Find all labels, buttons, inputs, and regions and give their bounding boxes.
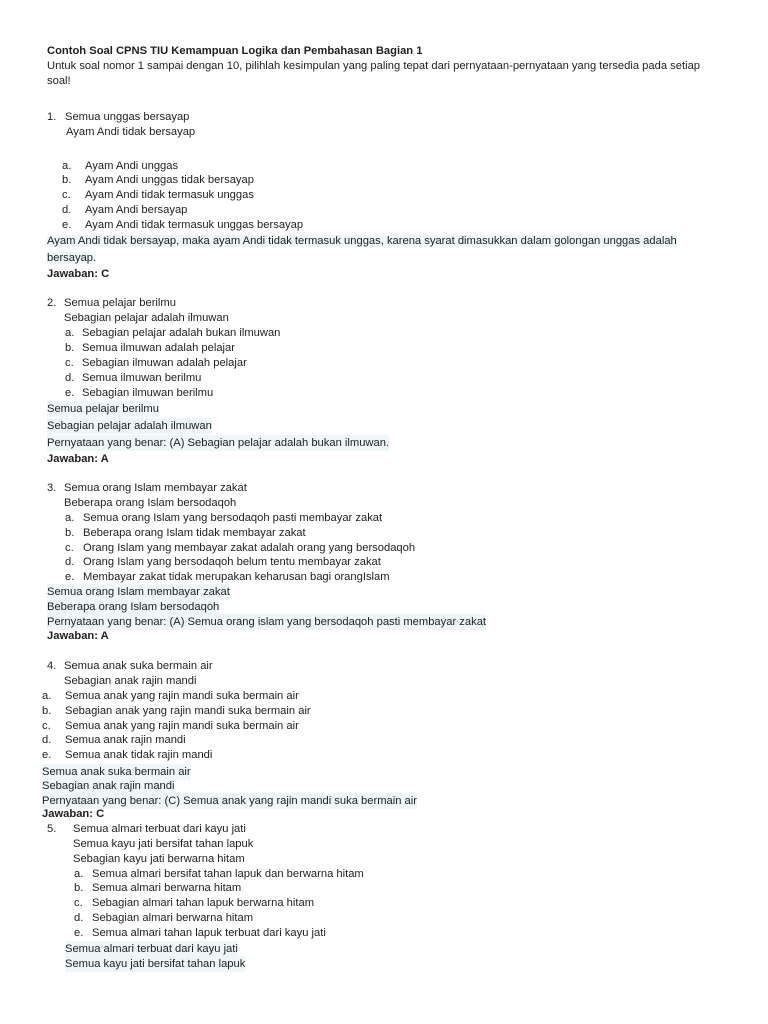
q3-option-text: Orang Islam yang bersodaqoh belum tentu membayar zakat	[83, 556, 381, 568]
q4-number: 4.	[47, 660, 57, 672]
q1-premise-1: Semua unggas bersayap	[65, 111, 190, 123]
q1-explanation-text: Ayam Andi tidak bersayap, maka ayam Andi tidak termasuk unggas, karena syarat dimasukkan dalam golongan unggas adalah bersayap.	[47, 235, 677, 264]
q3-option-text: Orang Islam yang membayar zakat adalah orang yang bersodaqoh	[83, 542, 416, 554]
q5-option-letter: d.	[74, 912, 84, 924]
q3-premise-2: Beberapa orang Islam bersodaqoh	[64, 497, 237, 509]
q1-option-text: Ayam Andi tidak termasuk unggas	[85, 189, 254, 201]
q4-option-text: Sebagian anak yang rajin mandi suka bermain air	[65, 705, 311, 717]
q4-option-text: Semua anak yang rajin mandi suka bermain air	[65, 690, 299, 702]
q2-premise-1: Semua pelajar berilmu	[64, 297, 176, 309]
q2-option-letter: e.	[65, 387, 75, 399]
q3-highlight-2: Beberapa orang Islam bersodaqoh	[47, 601, 220, 613]
q1-option-letter: a.	[62, 160, 72, 172]
q2-number: 2.	[47, 297, 57, 309]
q4-option-text: Semua anak tidak rajin mandi	[65, 749, 213, 761]
q1-option-letter: d.	[62, 204, 72, 216]
q4-highlight-1: Semua anak suka bermain air	[42, 766, 191, 778]
q4-option-letter: d.	[42, 734, 52, 746]
q4-premise-2: Sebagian anak rajin mandi	[64, 675, 197, 687]
q5-option-text: Sebagian almari berwarna hitam	[92, 912, 254, 924]
q3-premise-1: Semua orang Islam membayar zakat	[64, 482, 247, 494]
q1-option-text: Ayam Andi tidak termasuk unggas bersayap	[85, 219, 304, 231]
q5-premise-2: Semua kayu jati bersifat tahan lapuk	[73, 838, 254, 850]
q4-highlight-3: Pernyataan yang benar: (C) Semua anak yang rajin mandi suka bermain air	[42, 795, 417, 807]
intro-text: Untuk soal nomor 1 sampai dengan 10, pilihlah kesimpulan yang paling tepat dari pernyataan-pernyataan yang tersedia pada setiap soal!	[47, 60, 701, 87]
q2-premise-2: Sebagian pelajar adalah ilmuwan	[64, 312, 229, 324]
q4-option-letter: b.	[42, 705, 52, 717]
q4-option-letter: c.	[42, 720, 51, 732]
q2-option-letter: a.	[65, 327, 75, 339]
q5-option-letter: e.	[74, 927, 84, 939]
q3-option-letter: d.	[65, 556, 75, 568]
q5-option-letter: b.	[74, 882, 84, 894]
q5-number: 5.	[47, 823, 57, 835]
q1-explanation	[47, 233, 715, 267]
q3-option-letter: e.	[65, 571, 75, 583]
q5-option-letter: c.	[74, 897, 83, 909]
q5-premise-1: Semua almari terbuat dari kayu jati	[73, 823, 246, 835]
q1-option-letter: b.	[62, 174, 72, 186]
q2-highlight-3: Pernyataan yang benar: (A) Sebagian pelajar adalah bukan ilmuwan.	[47, 437, 390, 449]
q2-option-letter: c.	[65, 357, 74, 369]
q3-option-text: Beberapa orang Islam tidak membayar zakat	[83, 527, 306, 539]
q2-option-text: Semua ilmuwan berilmu	[82, 372, 202, 384]
q3-answer: Jawaban: A	[47, 630, 109, 642]
q1-option-text: Ayam Andi unggas	[85, 160, 179, 172]
q3-highlight-3: Pernyataan yang benar: (A) Semua orang islam yang bersodaqoh pasti membayar zakat	[47, 616, 487, 628]
q3-option-letter: a.	[65, 512, 75, 524]
q3-option-text: Semua orang Islam yang bersodaqoh pasti membayar zakat	[83, 512, 383, 524]
q5-option-text: Semua almari tahan lapuk terbuat dari kayu jati	[92, 927, 326, 939]
q2-highlight-2: Sebagian pelajar adalah ilmuwan	[47, 420, 212, 432]
q5-premise-3: Sebagian kayu jati berwarna hitam	[73, 853, 245, 865]
q4-premise-1: Semua anak suka bermain air	[64, 660, 213, 672]
q1-option-letter: c.	[62, 189, 71, 201]
q1-premise-2: Ayam Andi tidak bersayap	[66, 126, 196, 138]
q2-option-text: Sebagian ilmuwan adalah pelajar	[82, 357, 247, 369]
q3-option-text: Membayar zakat tidak merupakan keharusan bagi orangIslam	[83, 571, 390, 583]
q1-number: 1.	[47, 111, 57, 123]
q1-option-text: Ayam Andi bersayap	[85, 204, 188, 216]
q5-option-text: Sebagian almari tahan lapuk berwarna hitam	[92, 897, 315, 909]
q3-option-letter: c.	[65, 542, 74, 554]
q2-highlight-1: Semua pelajar berilmu	[47, 403, 159, 415]
q2-option-text: Sebagian pelajar adalah bukan ilmuwan	[82, 327, 281, 339]
document-title: Contoh Soal CPNS TIU Kemampuan Logika dan Pembahasan Bagian 1	[47, 45, 423, 57]
q5-highlight-1: Semua almari terbuat dari kayu jati	[65, 943, 238, 955]
q4-answer: Jawaban: C	[42, 808, 105, 820]
q1-option-letter: e.	[62, 219, 72, 231]
q5-option-text: Semua almari bersifat tahan lapuk dan berwarna hitam	[92, 868, 364, 880]
q2-option-text: Semua ilmuwan adalah pelajar	[82, 342, 235, 354]
q4-option-letter: e.	[42, 749, 52, 761]
q3-option-letter: b.	[65, 527, 75, 539]
q4-option-letter: a.	[42, 690, 52, 702]
q4-highlight-2: Sebagian anak rajin mandi	[42, 780, 175, 792]
q1-answer: Jawaban: C	[47, 268, 110, 280]
q4-option-text: Semua anak yang rajin mandi suka bermain air	[65, 720, 299, 732]
q2-option-text: Sebagian ilmuwan berilmu	[82, 387, 214, 399]
q4-option-text: Semua anak rajin mandi	[65, 734, 186, 746]
q2-option-letter: b.	[65, 342, 75, 354]
q3-highlight-1: Semua orang Islam membayar zakat	[47, 586, 230, 598]
q5-option-text: Semua almari berwarna hitam	[92, 882, 242, 894]
q5-highlight-2: Semua kayu jati bersifat tahan lapuk	[65, 958, 246, 970]
q1-option-text: Ayam Andi unggas tidak bersayap	[85, 174, 254, 186]
q2-option-letter: d.	[65, 372, 75, 384]
q2-answer: Jawaban: A	[47, 453, 109, 465]
q5-option-letter: a.	[74, 868, 84, 880]
q3-number: 3.	[47, 482, 57, 494]
